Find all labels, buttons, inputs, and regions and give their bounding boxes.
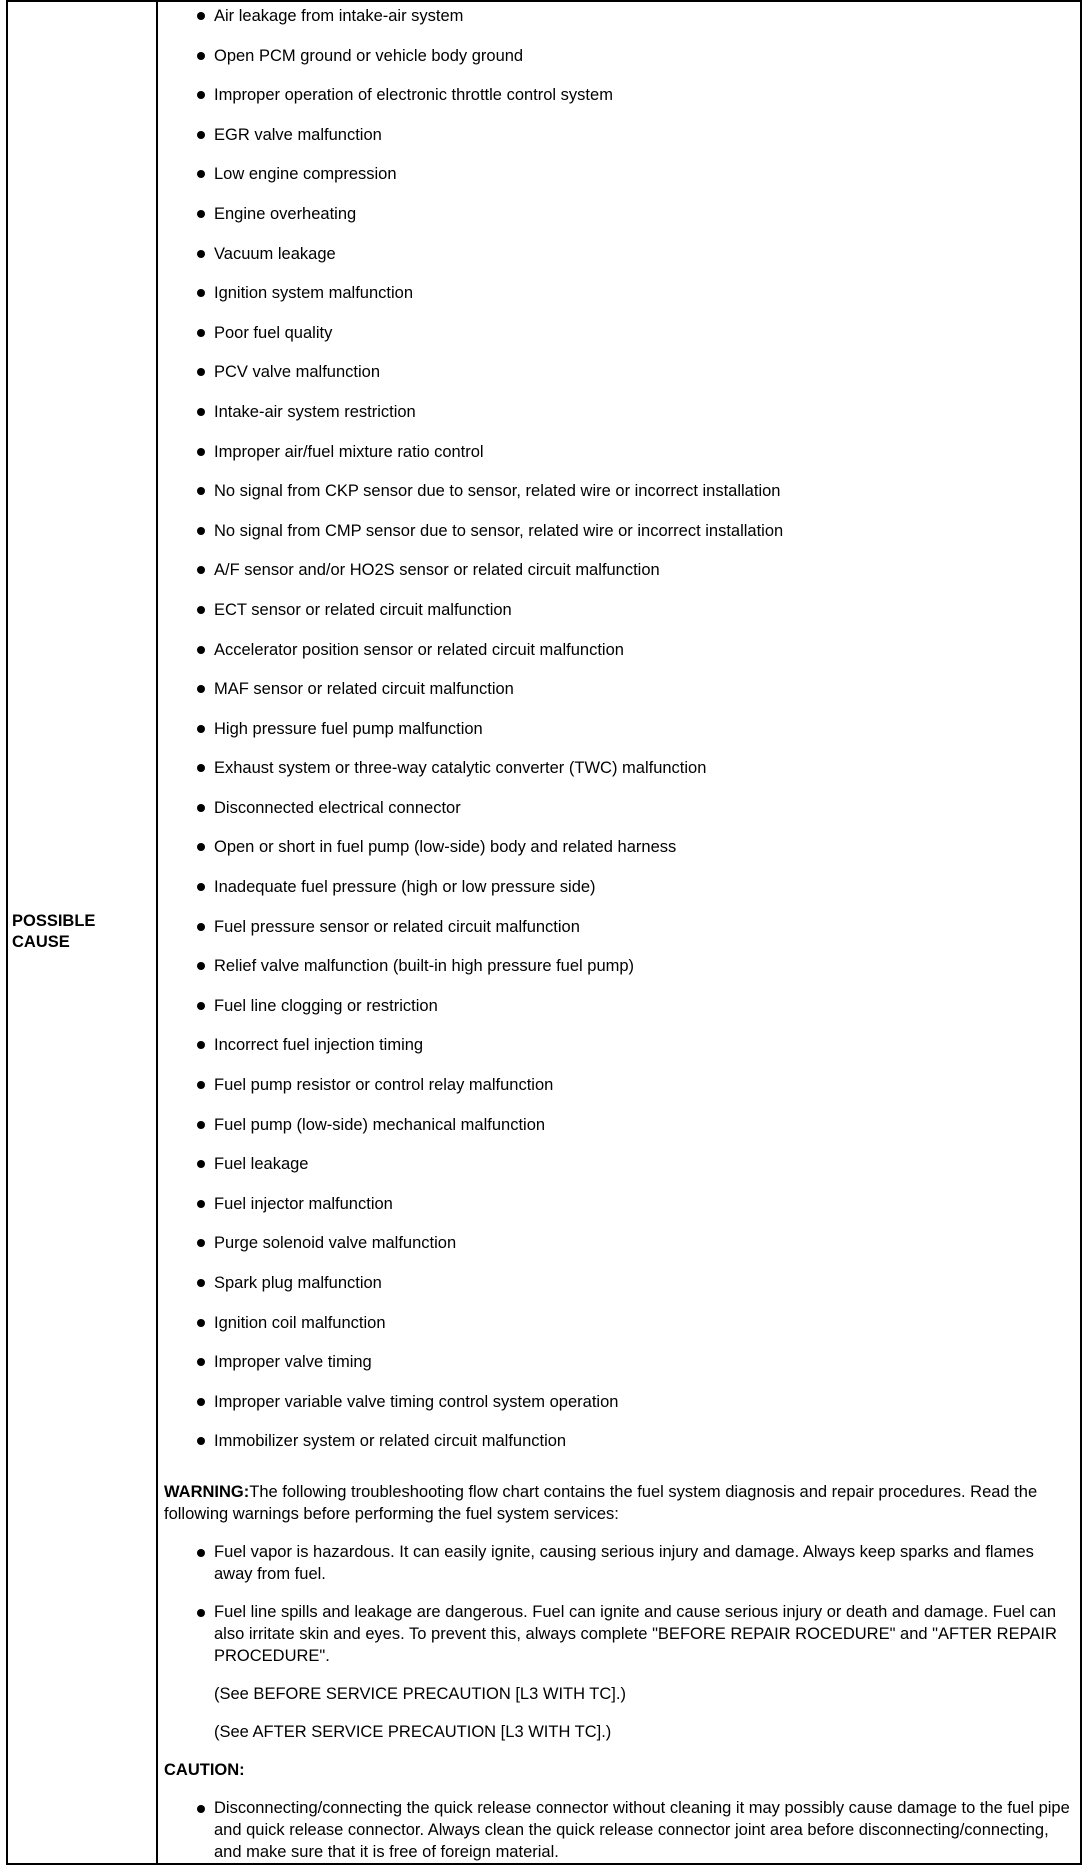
bullet-icon bbox=[197, 368, 205, 376]
cause-item bbox=[164, 240, 1072, 280]
bullet-icon bbox=[197, 1279, 205, 1287]
bullet-icon bbox=[197, 170, 205, 178]
cause-item bbox=[164, 398, 1072, 438]
cause-list bbox=[164, 2, 1072, 1467]
bullet-icon bbox=[197, 1121, 205, 1129]
bullet-icon bbox=[197, 91, 205, 99]
cause-item bbox=[164, 319, 1072, 359]
cause-item bbox=[164, 952, 1072, 992]
cause-item bbox=[164, 596, 1072, 636]
cause-item-text: ECT sensor or related circuit malfunction bbox=[214, 600, 512, 619]
row-content-cell bbox=[157, 1, 1081, 1864]
bullet-icon bbox=[197, 1239, 205, 1247]
cause-item bbox=[164, 913, 1072, 953]
cause-item-text: Fuel line clogging or restriction bbox=[214, 996, 438, 1015]
cause-item-text: Open or short in fuel pump (low-side) body and related harness bbox=[214, 838, 677, 857]
cause-item-text: Purge solenoid valve malfunction bbox=[214, 1234, 457, 1253]
cause-item bbox=[164, 160, 1072, 200]
cause-item bbox=[164, 794, 1072, 834]
cause-item bbox=[164, 438, 1072, 478]
cause-item bbox=[164, 477, 1072, 517]
cause-item-text: Low engine compression bbox=[214, 165, 397, 184]
cause-item-text: Improper operation of electronic throttle control system bbox=[214, 86, 613, 105]
cause-item-text: Ignition coil malfunction bbox=[214, 1313, 386, 1332]
bullet-icon bbox=[197, 527, 205, 535]
warning-item bbox=[164, 1601, 1072, 1667]
cause-item-text: Fuel injector malfunction bbox=[214, 1194, 393, 1213]
caution-item bbox=[164, 1797, 1072, 1863]
cause-item bbox=[164, 754, 1072, 794]
row-label-cell bbox=[7, 1, 157, 1864]
cause-item-text: Vacuum leakage bbox=[214, 244, 336, 263]
bullet-icon bbox=[197, 1319, 205, 1327]
bullet-icon bbox=[197, 804, 205, 812]
cause-item bbox=[164, 1348, 1072, 1388]
bullet-icon bbox=[197, 210, 205, 218]
cause-item-text: Engine overheating bbox=[214, 204, 357, 223]
row-label: POSSIBLE CAUSE bbox=[12, 912, 96, 952]
cause-item-text: Improper valve timing bbox=[214, 1353, 372, 1372]
warning-item bbox=[164, 1541, 1072, 1585]
cause-item bbox=[164, 1229, 1072, 1269]
cause-item-text: High pressure fuel pump malfunction bbox=[214, 719, 483, 738]
bullet-icon bbox=[197, 1041, 205, 1049]
cause-item bbox=[164, 121, 1072, 161]
bullet-icon bbox=[197, 12, 205, 20]
cause-item-text: Relief valve malfunction (built-in high pressure fuel pump) bbox=[214, 957, 635, 976]
cause-item bbox=[164, 636, 1072, 676]
bullet-icon bbox=[197, 1081, 205, 1089]
cause-item bbox=[164, 81, 1072, 121]
cause-item-text: Air leakage from intake-air system bbox=[214, 7, 464, 25]
table-row bbox=[7, 1, 1081, 1864]
cause-item bbox=[164, 1071, 1072, 1111]
warning-item-text: Fuel line spills and leakage are dangerous. Fuel can ignite and cause serious injury or death and damage. Fuel can also irritate skin and eyes. To prevent this, always complete "BEFORE REPAIR ROCEDURE" and "AFTER REPAIR PROCEDURE". bbox=[214, 1602, 1057, 1665]
cause-item-text: Inadequate fuel pressure (high or low pressure side) bbox=[214, 878, 596, 897]
cause-item bbox=[164, 1190, 1072, 1230]
cause-item-text: Fuel pump (low-side) mechanical malfunction bbox=[214, 1115, 546, 1134]
possible-cause-table bbox=[6, 0, 1082, 1865]
cause-item-text: Disconnected electrical connector bbox=[214, 798, 461, 817]
cause-item bbox=[164, 358, 1072, 398]
cause-item-text: Accelerator position sensor or related circuit malfunction bbox=[214, 640, 624, 659]
cause-item bbox=[164, 1427, 1072, 1467]
bullet-icon bbox=[197, 843, 205, 851]
cause-item-text: A/F sensor and/or HO2S sensor or related circuit malfunction bbox=[214, 561, 660, 580]
cause-item-text: Spark plug malfunction bbox=[214, 1274, 382, 1292]
cause-item bbox=[164, 1309, 1072, 1349]
bullet-icon bbox=[197, 131, 205, 139]
bullet-icon bbox=[197, 1805, 205, 1813]
cause-item-text: Open PCM ground or vehicle body ground bbox=[214, 46, 524, 65]
cause-item-text: EGR valve malfunction bbox=[214, 125, 382, 144]
cause-item-text: Improper variable valve timing control system operation bbox=[214, 1392, 619, 1411]
bullet-icon bbox=[197, 646, 205, 654]
bullet-icon bbox=[197, 1200, 205, 1208]
bullet-icon bbox=[197, 408, 205, 416]
cause-item bbox=[164, 1269, 1072, 1309]
cause-item bbox=[164, 1150, 1072, 1190]
bullet-icon bbox=[197, 725, 205, 733]
cause-item bbox=[164, 675, 1072, 715]
cause-item-text: Fuel leakage bbox=[214, 1155, 309, 1174]
bullet-icon bbox=[197, 1398, 205, 1406]
cause-item-text: Intake-air system restriction bbox=[214, 402, 416, 421]
bullet-icon bbox=[197, 1609, 205, 1617]
cause-item-text: No signal from CMP sensor due to sensor, related wire or incorrect installation bbox=[214, 521, 784, 540]
warning-list bbox=[164, 1541, 1072, 1667]
cause-item bbox=[164, 556, 1072, 596]
bullet-icon bbox=[197, 1160, 205, 1168]
warning-paragraph bbox=[164, 1481, 1072, 1525]
bullet-icon bbox=[197, 685, 205, 693]
warning-text: The following troubleshooting flow chart contains the fuel system diagnosis and repair procedures. Read the following warnings before performing the fuel system services: bbox=[164, 1482, 1038, 1523]
cause-item bbox=[164, 833, 1072, 873]
bullet-icon bbox=[197, 1358, 205, 1366]
cause-item bbox=[164, 42, 1072, 82]
cause-item-text: Poor fuel quality bbox=[214, 323, 333, 342]
bullet-icon bbox=[197, 606, 205, 614]
warning-title: WARNING: bbox=[164, 1482, 250, 1501]
bullet-icon bbox=[197, 764, 205, 772]
warning-item-text: Fuel vapor is hazardous. It can easily ignite, causing serious injury and damage. Always keep sparks and flames away from fuel. bbox=[214, 1542, 1034, 1583]
caution-title: CAUTION: bbox=[164, 1760, 245, 1779]
cause-item-text: Incorrect fuel injection timing bbox=[214, 1036, 424, 1055]
bullet-icon bbox=[197, 448, 205, 456]
caution-list bbox=[164, 1797, 1072, 1863]
cause-item bbox=[164, 992, 1072, 1032]
cause-item-text: MAF sensor or related circuit malfunction bbox=[214, 680, 514, 699]
see-before-reference: (See BEFORE SERVICE PRECAUTION [L3 WITH TC].) bbox=[214, 1684, 626, 1703]
cause-item bbox=[164, 1388, 1072, 1428]
cause-item-text: Fuel pump resistor or control relay malfunction bbox=[214, 1076, 554, 1095]
cause-item-text: Fuel pressure sensor or related circuit malfunction bbox=[214, 917, 580, 936]
cause-item bbox=[164, 715, 1072, 755]
bullet-icon bbox=[197, 329, 205, 337]
cause-item bbox=[164, 2, 1072, 42]
bullet-icon bbox=[197, 52, 205, 60]
cause-item bbox=[164, 200, 1072, 240]
cause-item bbox=[164, 279, 1072, 319]
cause-item-text: No signal from CKP sensor due to sensor, related wire or incorrect installation bbox=[214, 482, 781, 501]
caution-item-text: Disconnecting/connecting the quick release connector without cleaning it may possibly cause damage to the fuel pipe and quick release connector. Always clean the quick release connector joint area before disconnecting/connecting, and make sure that it is free of foreign material. bbox=[214, 1798, 1070, 1861]
bullet-icon bbox=[197, 289, 205, 297]
bullet-icon bbox=[197, 923, 205, 931]
bullet-icon bbox=[197, 250, 205, 258]
bullet-icon bbox=[197, 487, 205, 495]
cause-item bbox=[164, 873, 1072, 913]
cause-item-text: Improper air/fuel mixture ratio control bbox=[214, 442, 484, 461]
bullet-icon bbox=[197, 962, 205, 970]
bullet-icon bbox=[197, 566, 205, 574]
cause-item bbox=[164, 517, 1072, 557]
cause-item bbox=[164, 1111, 1072, 1151]
bullet-icon bbox=[197, 1002, 205, 1010]
cause-item bbox=[164, 1031, 1072, 1071]
cause-item-text: Exhaust system or three-way catalytic converter (TWC) malfunction bbox=[214, 759, 707, 778]
cause-item-text: PCV valve malfunction bbox=[214, 363, 380, 382]
bullet-icon bbox=[197, 1549, 205, 1557]
see-after-reference: (See AFTER SERVICE PRECAUTION [L3 WITH TC].) bbox=[214, 1722, 612, 1741]
cause-item-text: Immobilizer system or related circuit malfunction bbox=[214, 1432, 567, 1451]
bullet-icon bbox=[197, 1437, 205, 1445]
cause-item-text: Ignition system malfunction bbox=[214, 284, 414, 303]
bullet-icon bbox=[197, 883, 205, 891]
